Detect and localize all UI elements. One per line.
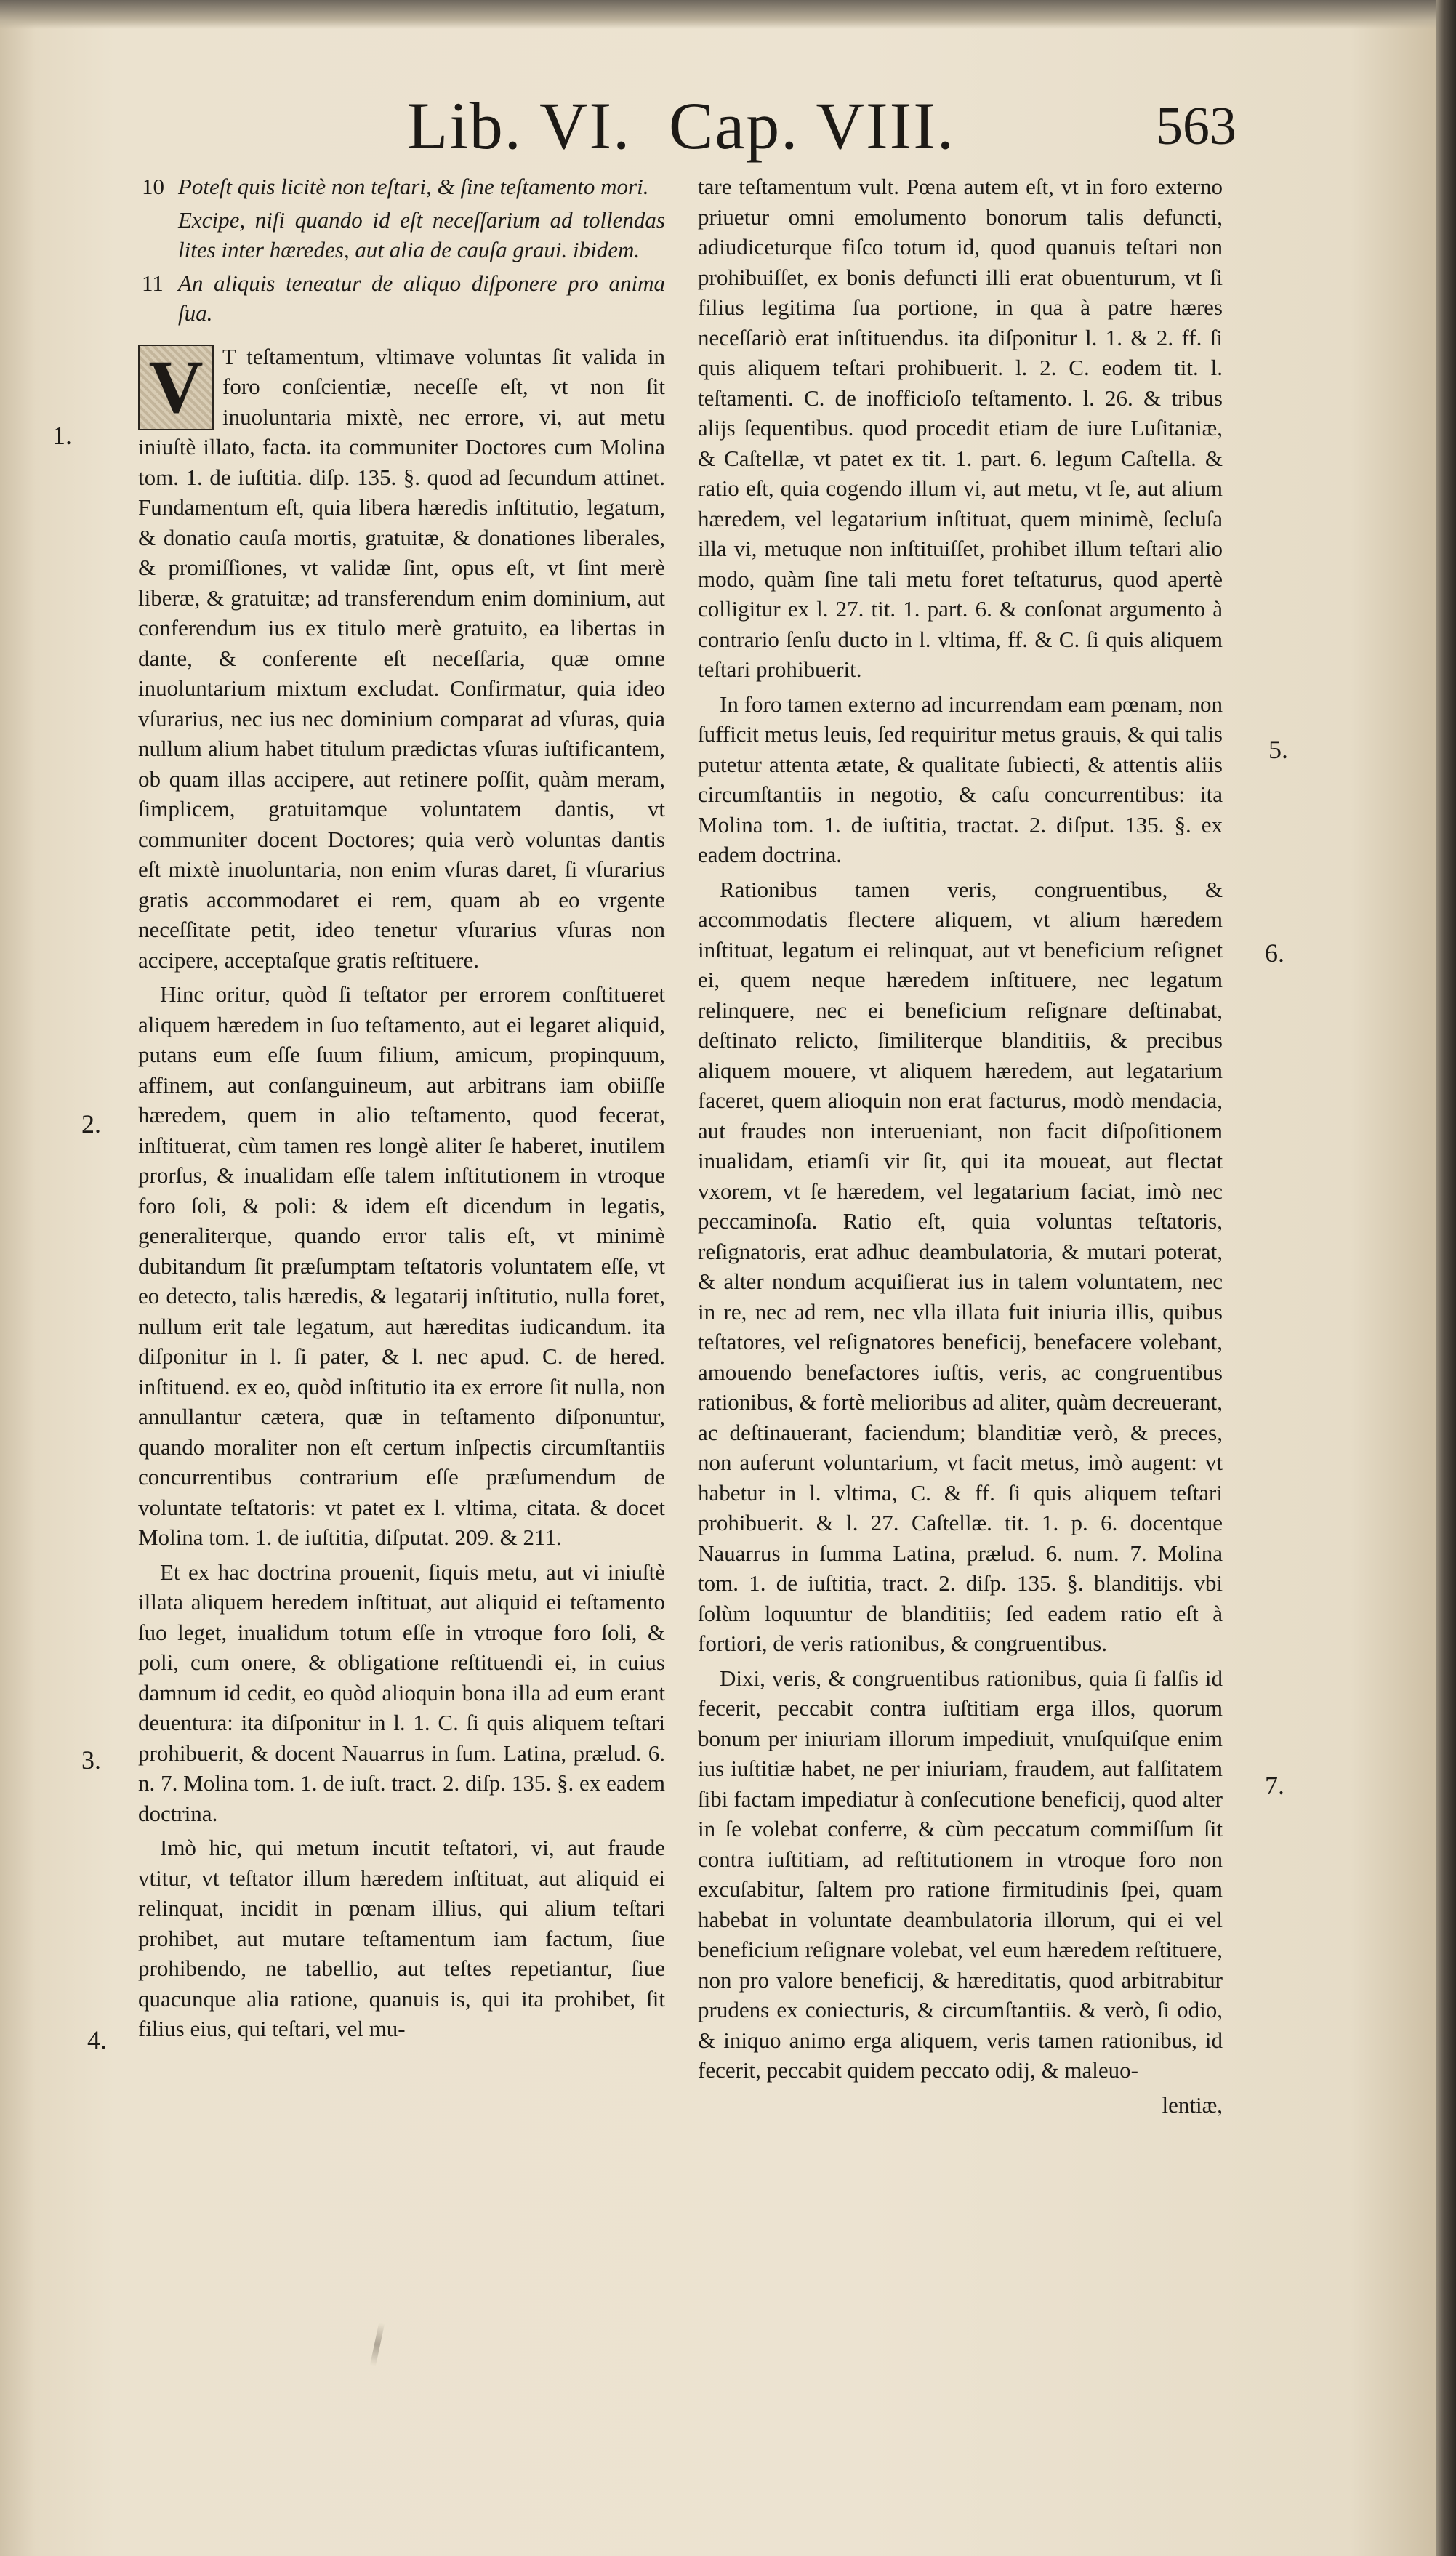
catchword: lentiæ, — [1162, 2091, 1223, 2118]
summary-item — [142, 172, 665, 202]
summary-text: Excipe, niſi quando id eſt neceſſarium ad tollendas lites inter hæredes, aut alia de cauſa graui. ibidem. — [178, 206, 665, 262]
running-header — [0, 87, 1425, 163]
summary-item — [178, 205, 665, 265]
paragraph-5: In foro tamen externo ad incurrendam eam pœnam, non ſufficit metus leuis, ſed requiritur metus grauis, & qui talis putetur attenta ætate, & qualitate ſubiecti, & attentis aliis circumſtantiis in negotio, & caſu concurrentibus: ita Molina tom. 1. de iuſtitia, tractat. 2. diſput. 135. §. ex eadem doctrina. — [698, 691, 1223, 867]
page-edge-shadow — [1436, 0, 1456, 2556]
book-number: Lib. VI. — [407, 89, 632, 163]
left-column — [138, 172, 665, 2049]
page-number: 563 — [1156, 97, 1236, 156]
margin-number-4: 4. — [87, 2025, 107, 2054]
paragraph-3: Et ex hac doctrina prouenit, ſiquis metu, aut vi iniuſtè illata aliquem heredem inſtituat, aut aliquid ei teſtamento ſuo leget, inualidum totum eſſe in vtroque foro ſoli, & poli, cum onere, & obligatione reſtituendi ei, in cuius damnum id cedit, eo quòd alioquin bona illa ad eum erant deuentura: ita diſponitur in l. 1. C. ſi quis aliquem teſtari prohibuerit, & docent Nauarrus in ſum. Latina, prælud. 6. n. 7. Molina tom. 1. de iuſt. tract. 2. diſp. 135. §. ex eadem doctrina. — [138, 1559, 665, 1826]
margin-number-5: 5. — [1268, 735, 1288, 764]
margin-number-2: 2. — [81, 1109, 101, 1138]
paragraph-7: Dixi, veris, & congruentibus rationibus, quia ſi falſis id fecerit, peccabit contra iuſtitiam erga illos, quorum bonum per iniuriam illorum impediuit, vnuſquiſque enim ius iuſtitiæ habet, ne per iniuriam, fraudem, aut falſitatem ſibi factam impediatur à conſecutione beneficij, quod alter in ſe volebat conferre, & cùm peccatum commiſſum ſit contra iuſtitiam, ad reſtitutionem in vtroque foro non excuſabitur, ſaltem pro ratione firmitudinis ſpei, quam habebat in voluntate deambulatoria illorum, qui ei vel beneficium reſignare volebat, vel eum hæredem reſtituere, non pro valore beneficij, & hæreditatis, quod arbitrabitur prudens ex coniecturis, & circumſtantiis. & verò, ſi odio, & iniquo animo erga aliquem, veris tamen rationibus, id fecerit, peccabit quidem peccato odij, & maleuo- — [698, 1665, 1223, 2083]
paragraph-1 — [138, 342, 665, 976]
chapter-number: Cap. VIII. — [669, 89, 955, 163]
summary-item — [142, 268, 665, 329]
margin-number-7: 7. — [1265, 1771, 1284, 1800]
paragraph-text: T teſtamentum, vltimave voluntas ſit valida in foro conſcientiæ, neceſſe eſt, vt non ſit inuoluntaria mixtè, nec errore, vi, aut metu iniuſtè illato, facta. ita communiter Doctores cum Molina tom. 1. de iuſtitia. diſp. 135. §. quod ad ſecundum attinet. Fundamentum eſt, quia libera hæredis inſtitutio, legatum, & donatio cauſa mortis, gratuitæ, & donationes liberales, & promiſſiones, vt validæ ſint, opus eſt, vt ſint merè liberæ, & gratuitæ; ad transferendum enim dominium, aut conferendum ius ex titulo merè gratuito, ea libertas in dante, & conferente eſt neceſſaria, quæ omne inuoluntarium mixtum excludat. Confirmatur, quia ideo vſurarius, nec ius nec dominium comparat ad vſuras, quia nullum alium habet titulum prædictas vſuras iuſtificantem, ob quam illas accipere, aut retinere poſſit, quàm meram, ſimplicem, gratuitamque voluntatem dantis, vt communiter docent Doctores; quia verò voluntas dantis eſt mixtè inuoluntaria, non enim vſuras daret, ſi vſurarius gratis accommodaret ei rem, quam ab eo vrgente neceſſitate petit, ideo tenetur vſurarius vſuras non accipere, acceptaſque gratis reſtituere. — [138, 343, 665, 973]
page-top-shadow — [0, 0, 1436, 29]
paragraph-continued: tare teſtamentum vult. Pœna autem eſt, vt in foro externo priuetur omni emolumento bonorum talis defuncti, adiudiceturque fiſco totum id, quod quanuis teſtari non prohibuiſſet, ex bonis defuncti illi erat obuenturum, vt ſi filius legitima ſua portione, in qua à patre hæres neceſſariò erat inſtituendus. ita diſponitur l. 1. & 2. ff. ſi quis aliquem teſtari prohibuerit. l. 2. C. eodem tit. l. teſtamenti. C. de inofficioſo teſtamento. l. 26. & tribus alijs ſequentibus. quod procedit etiam de iure Luſitaniæ, & Caſtellæ, vt patet ex tit. 1. part. 6. legum Caſtella. & ratio eſt, quia cogendo illum vi, aut metu, vt ſe, aut alium hæredem, vel legatarium inſtituat, quem minimè, ſecluſa illa vi, metuque non inſtituiſſet, prohibet illum teſtari alio modo, quàm ſine tali metu foret teſtaturus, quod apertè colligitur ex l. 27. tit. 1. part. 6. & conſonat argumento à contrario ſenſu ducto in l. vltima, ff. & C. ſi quis aliquem teſtari prohibuerit. — [698, 174, 1223, 682]
margin-number-1: 1. — [52, 421, 72, 450]
summary-text: Poteſt quis licitè non teſtari, & ſine teſtamento mori. — [178, 174, 649, 199]
paragraph-4: Imò hic, qui metum incutit teſtatori, vi, aut fraude vtitur, vt teſtator illum hæredem inſtituat, aut aliquid ei relinquat, incidit in pœnam illius, qui alium teſtari prohibet, aut mutare teſtamentum iam factum, ſiue prohibendo, ne tabellio, aut teſtes repetiantur, ſiue quacunque alia ratione, quanuis is, qui ita prohibet, ſit filius eius, qui teſtari, vel mu- — [138, 1835, 665, 2041]
paragraph-6: Rationibus tamen veris, congruentibus, & accommodatis flectere aliquem, vt alium hæredem inſtituat, legatum ei relinquat, aut vt beneficium reſignet ei, quem neque hæredem inſtituere, nec legatum relinquere, nec ei beneficium reſignare deſtinabat, deſtinato relicto, ſimiliterque blanditiis, & precibus aliquem mouere, vt aliquem hæredem, aut legatarium faceret, quem alioquin non erat facturus, modò mendacia, aut fraudes non interueniant, non facit diſpoſitionem inualidam, etiamſi vir ſit, qui ita moueat, aut flectat vxorem, vt ſe hæredem, vel legatarium faciat, imò nec peccaminoſa. Ratio eſt, quia voluntas teſtatoris, reſignatoris, erat adhuc deambulatoria, & mutari poterat, & alter nondum acquiſierat ius in talem voluntatem, nec in re, nec ad rem, nec vlla illata fuit iniuria illis, quibus teſtatores, vel reſignatores beneficij, benefacere volebant, amouendo benefactores iuſtis, veris, ac congruentibus rationibus, & fortè melioribus ad aliter, quàm decreuerant, ac deſtinauerant, faciendum; blanditiæ verò, & preces, non auferunt voluntarium, vt facit metus, imò augent: vt habetur in l. vltima, C. & ff. ſi quis aliquem teſtari prohibuerit. & l. 27. Caſtellæ. tit. 1. p. 6. docentque Nauarrus in ſumma Latina, prælud. 6. num. 7. Molina tom. 1. de iuſtitia, tract. 2. diſp. 135. §. blanditijs. vbi ſolùm loquuntur de blanditiis; ſed eadem ratio eſt à fortiori, de veris rationibus, & congruentibus. — [698, 876, 1223, 1656]
paragraph-2: Hinc oritur, quòd ſi teſtator per errorem conſtitueret aliquem hæredem in ſuo teſtamento, aut ei legaret aliquid, putans eum eſſe ſuum filium, amicum, propinquum, affinem, aut conſanguineum, aut arbitrans iam obiiſſe hæredem, quem in alio teſtamento, quod fecerat, inſtituerat, cùm tamen res longè aliter ſe haberet, inutilem prorſus, & inualidam eſſe talem inſtitutionem in vtroque foro ſoli, & poli: & idem eſt dicendum in legatis, generaliterque, quando error talis eſt, vt minimè dubitandum ſit præſumptam teſtatoris voluntatem eſſe, vt eo detecto, talis hæredis, & legatarij inſtitutio, nulla foret, nullum erit tale legatum, aut hæreditas iudicandum. ita diſponitur in l. ſi pater, & l. nec apud. C. de hered. inſtituend. ex eo, quòd inſtitutio ita ex errore ſit nulla, non annullantur cætera, quæ in teſtamento diſponuntur, quando moraliter non eſt certum inſpectis circumſtantiis concurrentibus contrarium eſſe præſumendum de voluntate teſtatoris: vt patet ex l. vltima, citata. & docet Molina tom. 1. de iuſtitia, diſputat. 209. & 211. — [138, 981, 665, 1550]
margin-number-3: 3. — [81, 1745, 101, 1775]
decorated-initial: V — [138, 345, 214, 430]
chapter-summary — [138, 172, 665, 329]
summary-number: 11 — [142, 270, 164, 296]
right-column — [698, 172, 1223, 2124]
summary-text: An aliquis teneatur de aliquo diſponere pro anima ſua. — [178, 270, 665, 326]
margin-number-6: 6. — [1265, 939, 1284, 968]
summary-number: 10 — [142, 174, 164, 199]
ink-smudge — [370, 2323, 385, 2366]
